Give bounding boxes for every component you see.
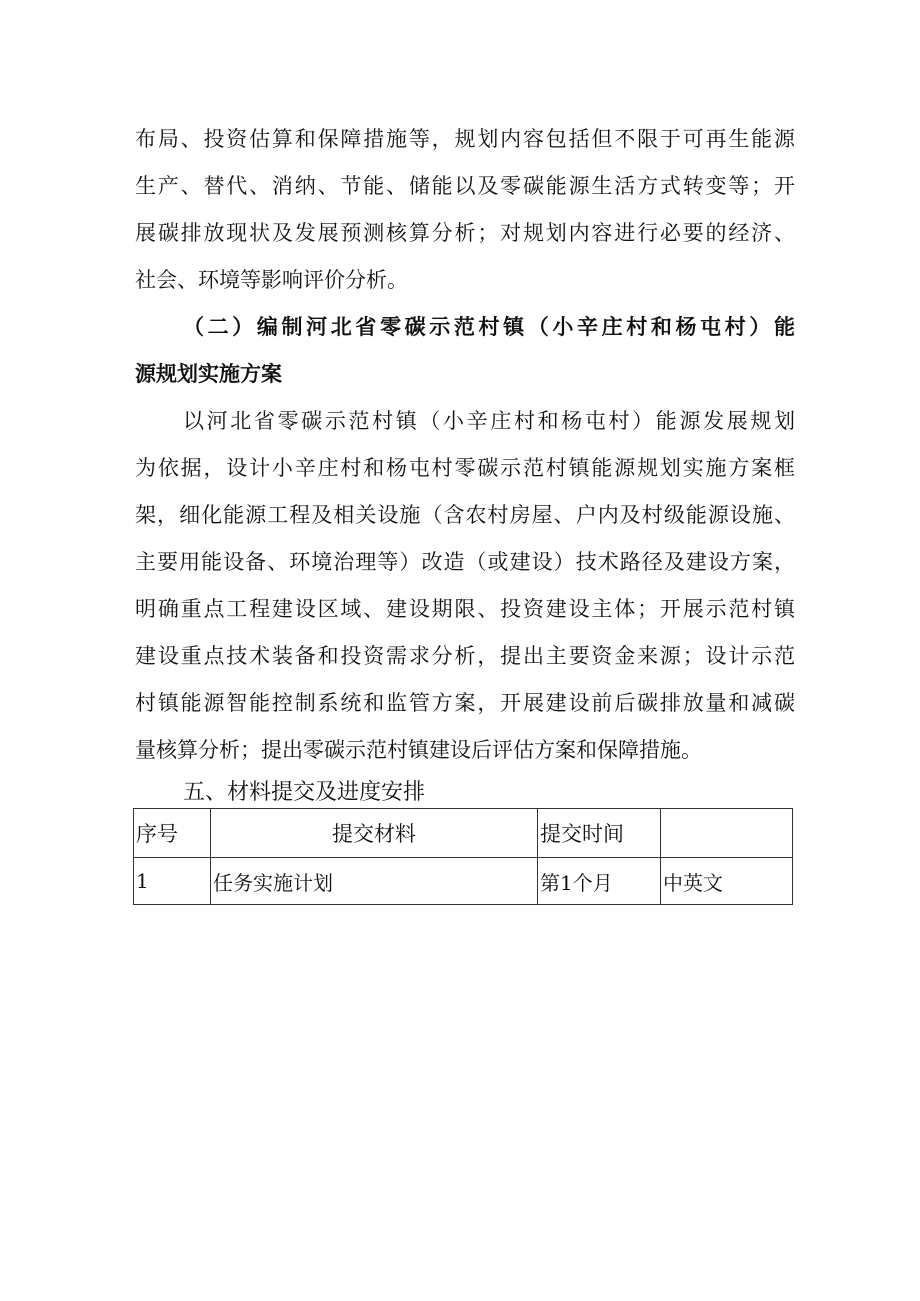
paragraph-line: 量核算分析；提出零碳示范村镇建设后评估方案和保障措施。 bbox=[135, 738, 702, 762]
paragraph-line: 架，细化能源工程及相关设施（含农村房屋、户内及村级能源设施、 bbox=[135, 503, 795, 527]
table-row bbox=[134, 858, 793, 905]
submission-schedule-table bbox=[133, 808, 793, 905]
table-cell: 中英文 bbox=[661, 858, 793, 905]
paragraph-line: 明确重点工程建设区域、建设期限、投资建设主体；开展示范村镇 bbox=[135, 597, 795, 621]
table-cell: 任务实施计划 bbox=[211, 858, 538, 905]
paragraph-line: 主要用能设备、环境治理等）改造（或建设）技术路径及建设方案， bbox=[135, 550, 795, 574]
paragraph-line: 生产、替代、消纳、节能、储能以及零碳能源生活方式转变等；开 bbox=[135, 174, 795, 198]
table-header-row bbox=[134, 809, 793, 858]
table-header-cell bbox=[661, 809, 793, 858]
paragraph-line: 社会、环境等影响评价分析。 bbox=[135, 268, 408, 292]
paragraph-line: 村镇能源智能控制系统和监管方案，开展建设前后碳排放量和减碳 bbox=[135, 691, 795, 715]
paragraph-line: 布局、投资估算和保障措施等，规划内容包括但不限于可再生能源 bbox=[135, 127, 795, 151]
paragraph-line: 为依据，设计小辛庄村和杨屯村零碳示范村镇能源规划实施方案框 bbox=[135, 456, 795, 480]
table-header-cell: 提交材料 bbox=[211, 809, 538, 858]
table-cell: 第1个月 bbox=[538, 858, 661, 905]
subsection-heading: （二）编制河北省零碳示范村镇（小辛庄村和杨屯村）能 bbox=[183, 315, 795, 339]
paragraph-line: 展碳排放现状及发展预测核算分析；对规划内容进行必要的经济、 bbox=[135, 221, 795, 245]
section-heading: 五、材料提交及进度安排 bbox=[183, 780, 426, 805]
table-cell: 1 bbox=[134, 858, 211, 905]
table-header-cell: 提交时间 bbox=[538, 809, 661, 858]
subsection-heading: 源规划实施方案 bbox=[135, 362, 282, 386]
paragraph-line: 以河北省零碳示范村镇（小辛庄村和杨屯村）能源发展规划 bbox=[183, 409, 795, 433]
table-header-cell: 序号 bbox=[134, 809, 211, 858]
paragraph-line: 建设重点技术装备和投资需求分析，提出主要资金来源；设计示范 bbox=[135, 644, 795, 668]
